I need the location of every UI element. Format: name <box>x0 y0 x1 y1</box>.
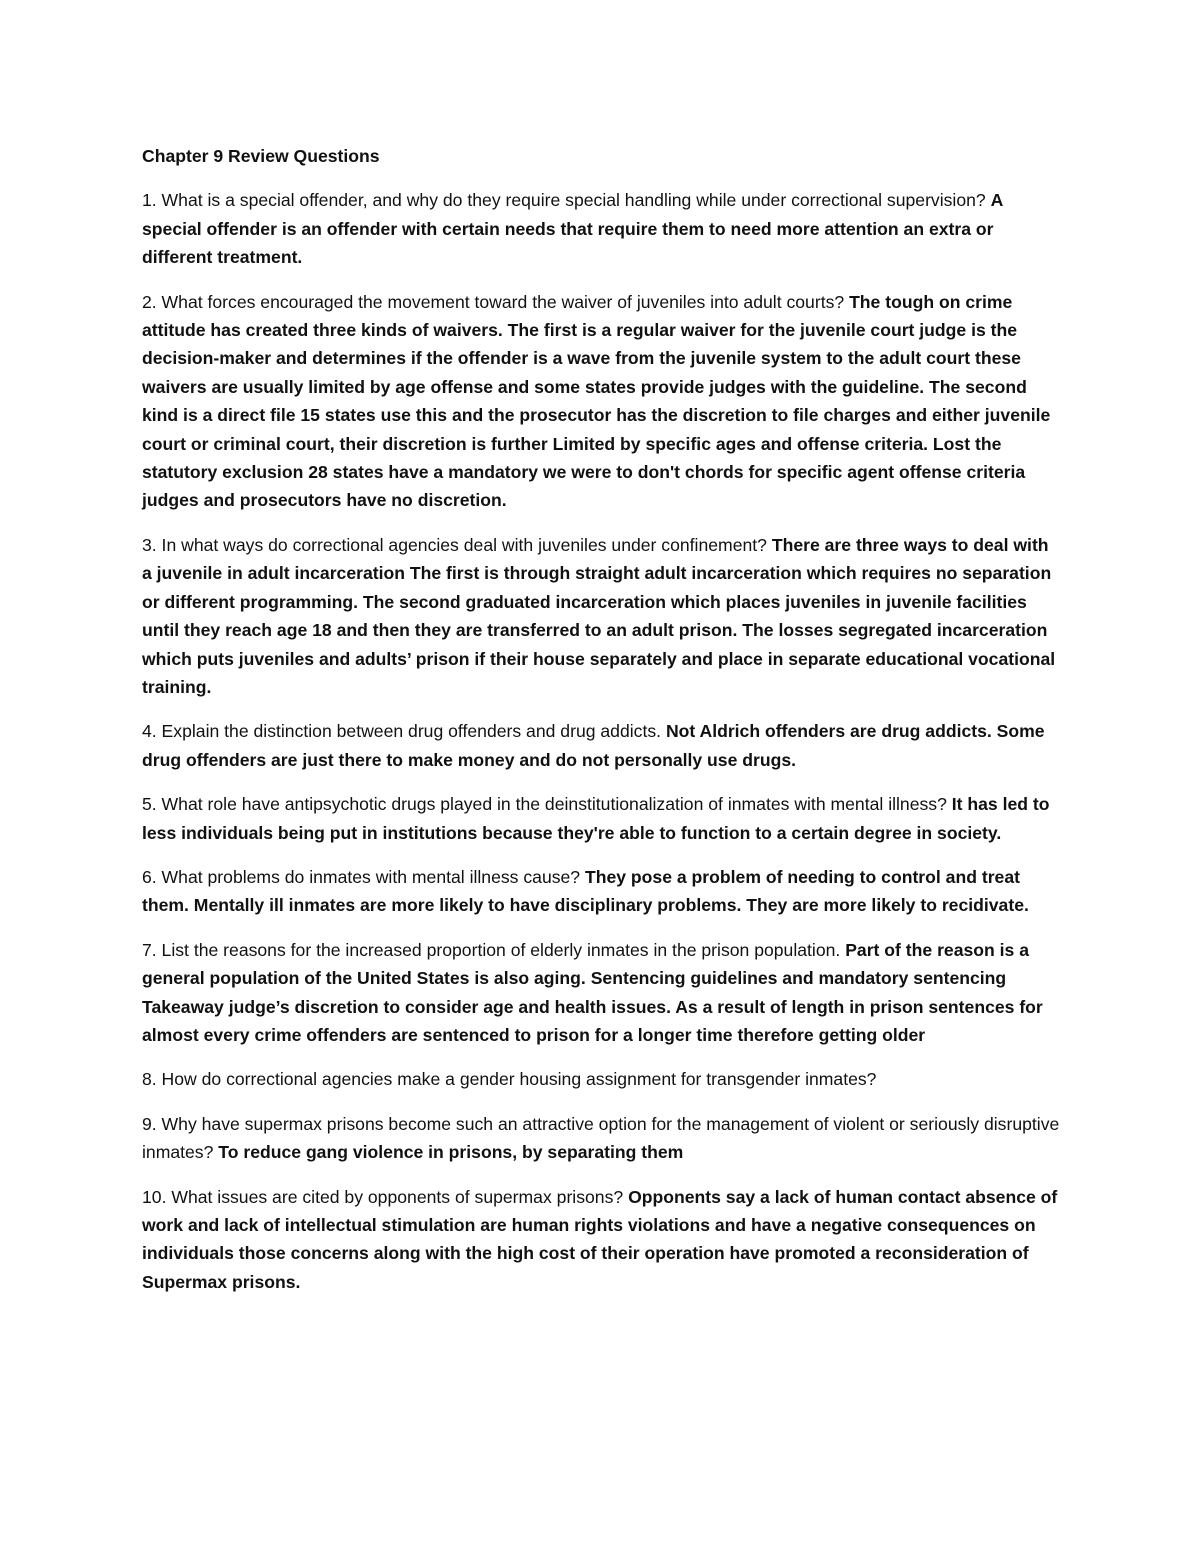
question-text: 7. List the reasons for the increased proportion of elderly inmates in the prison population. <box>142 939 841 960</box>
question-text: 1. What is a special offender, and why do they require special handling while under correctional supervision? <box>142 190 986 211</box>
question-item-8 <box>142 1065 1062 1093</box>
answer-text: Opponents say a lack of human contact absence of work and lack of intellectual stimulation are human rights violations and have a negative consequences on individuals those concerns along with the high cost of their operation have promoted a reconsideration of Supermax prisons. <box>142 1186 1058 1292</box>
answer-text: Not Aldrich offenders are drug addicts. Some drug offenders are just there to make money and do not personally use drugs. <box>142 721 1045 770</box>
question-text: 5. What role have antipsychotic drugs played in the deinstitutionalization of inmates with mental illness? <box>142 794 947 815</box>
question-text: 3. In what ways do correctional agencies deal with juveniles under confinement? <box>142 534 767 555</box>
document-body <box>142 142 1062 1312</box>
answer-text: It has led to less individuals being put in institutions because they're able to function to a certain degree in society. <box>142 794 1050 843</box>
question-text: 9. Why have supermax prisons become such an attractive option for the management of violent or seriously disruptive inmates? <box>142 1113 1060 1163</box>
answer-text: To reduce gang violence in prisons, by separating them <box>218 1142 684 1163</box>
answer-text: Part of the reason is a general population of the United States is also aging. Sentencing guidelines and mandatory sentencing Takeaway judge’s discretion to consider age and health issues. As a result of length in prison sentences for almost every crime offenders are sentenced to prison for a longer time therefore getting older <box>142 939 1043 1045</box>
question-item-2 <box>142 288 1062 515</box>
answer-text: The tough on crime attitude has created three kinds of waivers. The first is a regular waiver for the juvenile court judge is the decision-maker and determines if the offender is a wave from the juvenile system to the adult court these waivers are usually limited by age offense and some states provide judges with the guideline. The second kind is a direct file 15 states use this and the prosecutor has the discretion to file charges and either juvenile court or criminal court, their discretion is further Limited by specific ages and offense criteria. Lost the statutory exclusion 28 states have a mandatory we were to don't chords for specific agent offense criteria judges and prosecutors have no discretion. <box>142 291 1051 511</box>
question-item-4 <box>142 717 1062 774</box>
question-text: 2. What forces encouraged the movement toward the waiver of juveniles into adult courts? <box>142 291 845 312</box>
question-text: 4. Explain the distinction between drug offenders and drug addicts. <box>142 721 662 742</box>
question-item-6 <box>142 863 1062 920</box>
answer-text: They pose a problem of needing to control and treat them. Mentally ill inmates are more likely to have disciplinary problems. They are more likely to recidivate. <box>142 866 1029 916</box>
answer-text: A special offender is an offender with certain needs that require them to need more attention an extra or different treatment. <box>142 190 1003 268</box>
question-item-1 <box>142 186 1062 271</box>
document-title: Chapter 9 Review Questions <box>142 146 380 166</box>
question-item-3 <box>142 531 1062 701</box>
question-item-9 <box>142 1110 1062 1167</box>
answer-text: There are three ways to deal with a juvenile in adult incarceration The first is through straight adult incarceration which requires no separation or different programming. The second graduated incarceration which places juveniles in juvenile facilities until they reach age 18 and then they are transferred to an adult prison. The losses segregated incarceration which puts juveniles and adults’ prison if their house separately and place in separate educational vocational training. <box>142 534 1056 697</box>
question-item-5 <box>142 790 1062 847</box>
question-text: 10. What issues are cited by opponents of supermax prisons? <box>142 1186 624 1207</box>
question-text: 8. How do correctional agencies make a gender housing assignment for transgender inmates? <box>142 1069 877 1090</box>
question-text: 6. What problems do inmates with mental illness cause? <box>142 866 581 887</box>
question-item-7 <box>142 936 1062 1050</box>
question-item-10 <box>142 1183 1062 1297</box>
